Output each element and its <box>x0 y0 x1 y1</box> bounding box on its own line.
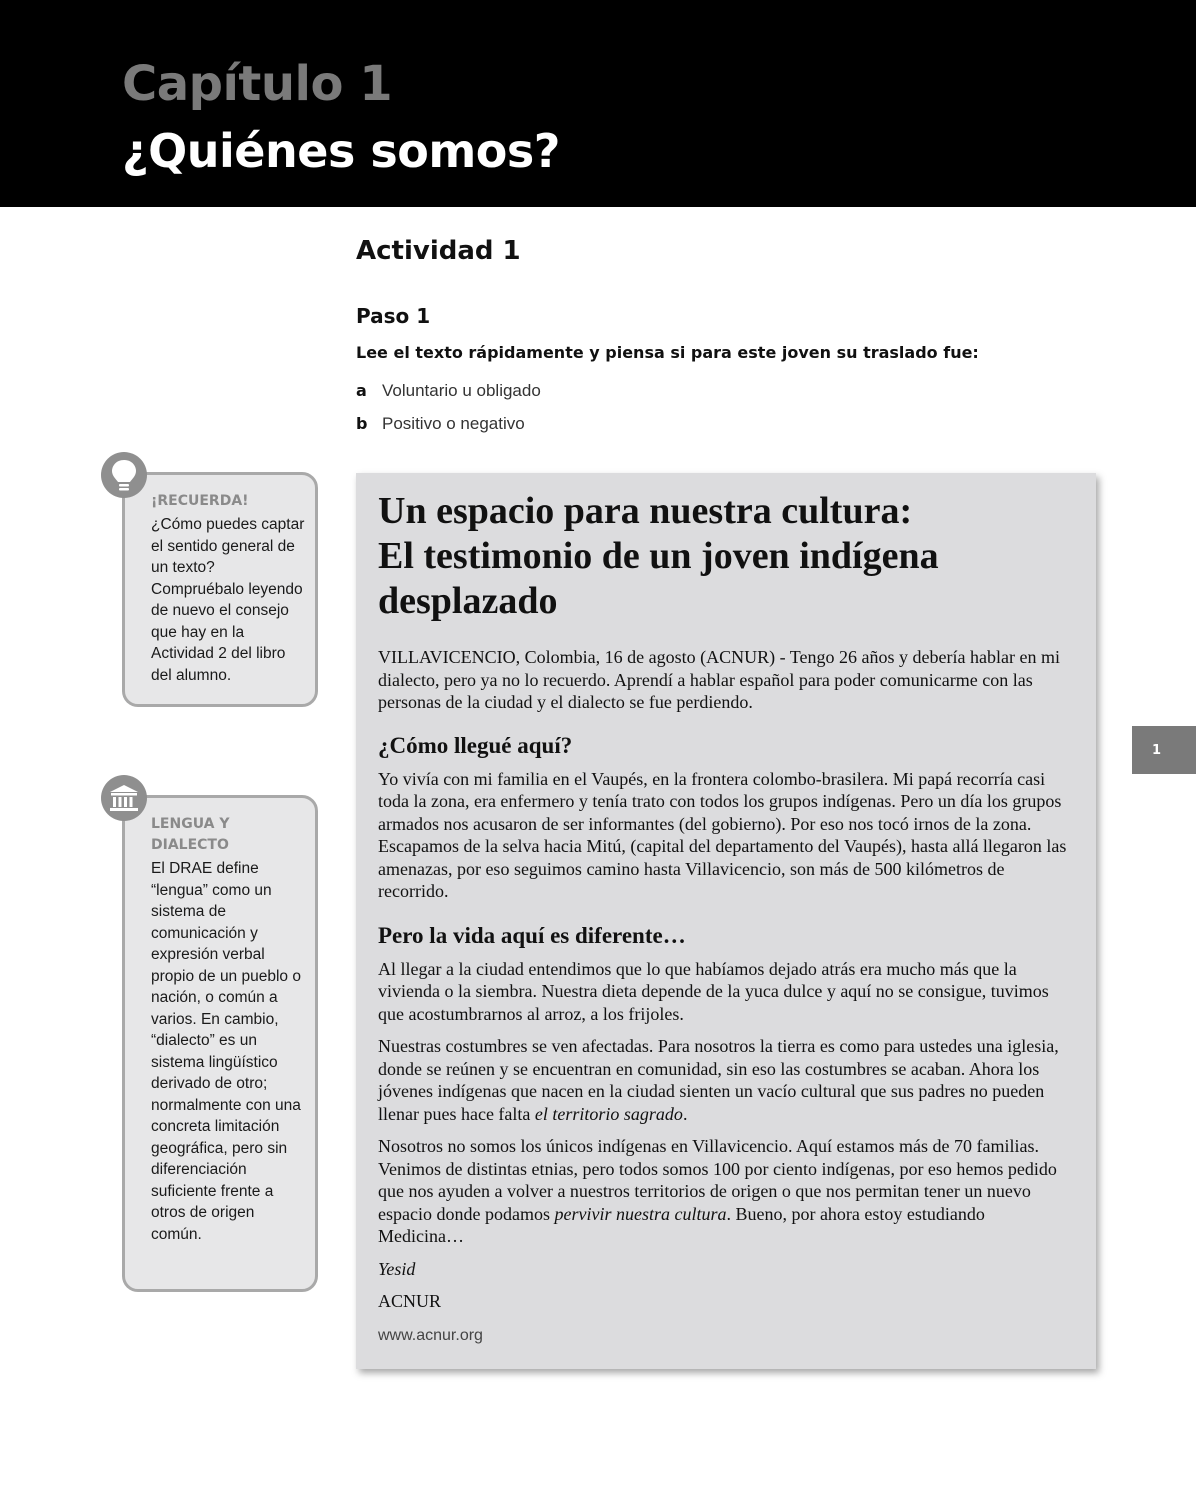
instruction-text: Lee el texto rápidamente y piensa si para este joven su traslado fue: <box>356 343 979 362</box>
option-letter: b <box>356 414 368 433</box>
lengua-text: El DRAE define “lengua” como un sistema de comunicación y expresión verbal propio de un pueblo o nación, o común a varios. En cambio, “dialecto” es un sistema lingüístico derivado de otro; normalmente con una concreta limitación geográfica, pero sin diferenciación suficiente frente a otros de origen común. <box>151 860 301 1243</box>
recuerda-heading: ¡RECUERDA! <box>151 493 249 509</box>
step-title: Paso 1 <box>356 304 431 328</box>
page-number-tab: 1 <box>1132 726 1196 774</box>
para-emphasis: el territorio sagrado <box>534 1103 683 1124</box>
article-title-line2: El testimonio de un joven indígena desplazado <box>378 535 939 622</box>
article-subheading: Pero la vida aquí es diferente… <box>378 922 686 948</box>
article-paragraph: Yo vivía con mi familia en el Vaupés, en la frontera colombo-brasilera. Mi papá recorría casi toda la zona, era enfermero y tenía trato con todos los grupos indígenas. Pero un día los grupos armados nos acusaron de ser informantes (del gobierno). Por eso nos tocó irnos de la zona. Escapamos de la selva hacia Mitú, (capital del departamento del Vaupés), hasta allá llegaron las amenazas, por eso seguimos camino hasta Villavicencio, son más de 500 kilómetros de recorrido. <box>378 768 1067 901</box>
para-text: . Bueno, por ahora estoy estudiando Medicina… <box>378 1203 985 1246</box>
lightbulb-icon <box>101 452 147 498</box>
para-emphasis: pervivir nuestra cultura <box>554 1203 727 1224</box>
recuerda-box <box>122 472 318 707</box>
article-subheading: ¿Cómo llegué aquí? <box>378 732 573 758</box>
activity-title: Actividad 1 <box>356 236 521 266</box>
para-text: . <box>682 1103 688 1124</box>
option-item <box>356 414 541 447</box>
lengua-heading: LENGUA Y DIALECTO <box>151 816 230 853</box>
chapter-title: ¿Quiénes somos? <box>122 124 560 178</box>
option-text: Positivo o negativo <box>382 414 525 433</box>
para-text: Nuestras costumbres se ven afectadas. Para nosotros la tierra es como para ustedes una iglesia, donde se reúnen y se encuentran en comunidad, sin eso las costumbres se acaban. Ahora los jóvenes indígenas que nacen en la ciudad sienten un vacío cultural que sus padres no pueden llenar pues hace falta <box>378 1036 1059 1124</box>
source-link[interactable]: www.acnur.org <box>378 1326 483 1344</box>
article-signature: Yesid <box>378 1258 416 1279</box>
columns-building-icon <box>101 775 147 821</box>
article-title-line1: Un espacio para nuestra cultura: <box>378 490 913 532</box>
article-paragraph: Al llegar a la ciudad entendimos que lo que habíamos dejado atrás era mucho más que la vivienda o la siembra. Nuestra dieta depende de la yuca dulce y aquí no se consigue, tuvimos que acostumbrarnos al arroz, a los frijoles. <box>378 958 1049 1024</box>
chapter-header <box>0 0 1196 207</box>
options-list <box>356 381 541 447</box>
option-text: Voluntario u obligado <box>382 381 541 400</box>
article-paragraph <box>378 1035 1074 1125</box>
article-paragraph <box>378 1135 1074 1248</box>
para-text: Nosotros no somos los únicos indígenas en Villavicencio. Aquí estamos más de 70 familias. Venimos de distintas etnias, pero todos somos 100 por ciento indígenas, por eso hemos pedido que nos ayuden a volver a nuestros territorios de origen o que nos permitan tener un nuevo espacio donde podamos <box>378 1136 1057 1224</box>
lengua-dialecto-box <box>122 795 318 1292</box>
article-source: ACNUR <box>378 1291 442 1311</box>
chapter-label: Capítulo 1 <box>122 56 393 112</box>
option-item <box>356 381 541 414</box>
article-lead: VILLAVICENCIO, Colombia, 16 de agosto (ACNUR) - Tengo 26 años y debería hablar en mi dialecto, pero ya no lo recuerdo. Aprendí a hablar español para poder comunicarme con las personas de la ciudad y el dialecto se fue perdiendo. <box>378 647 1060 712</box>
article-box <box>356 473 1096 1369</box>
article-title <box>378 489 1074 624</box>
recuerda-text: ¿Cómo puedes captar el sentido general de un texto? Compruébalo leyendo de nuevo el consejo que hay en la Actividad 2 del libro del alumno. <box>151 516 305 684</box>
option-letter: a <box>356 381 367 400</box>
